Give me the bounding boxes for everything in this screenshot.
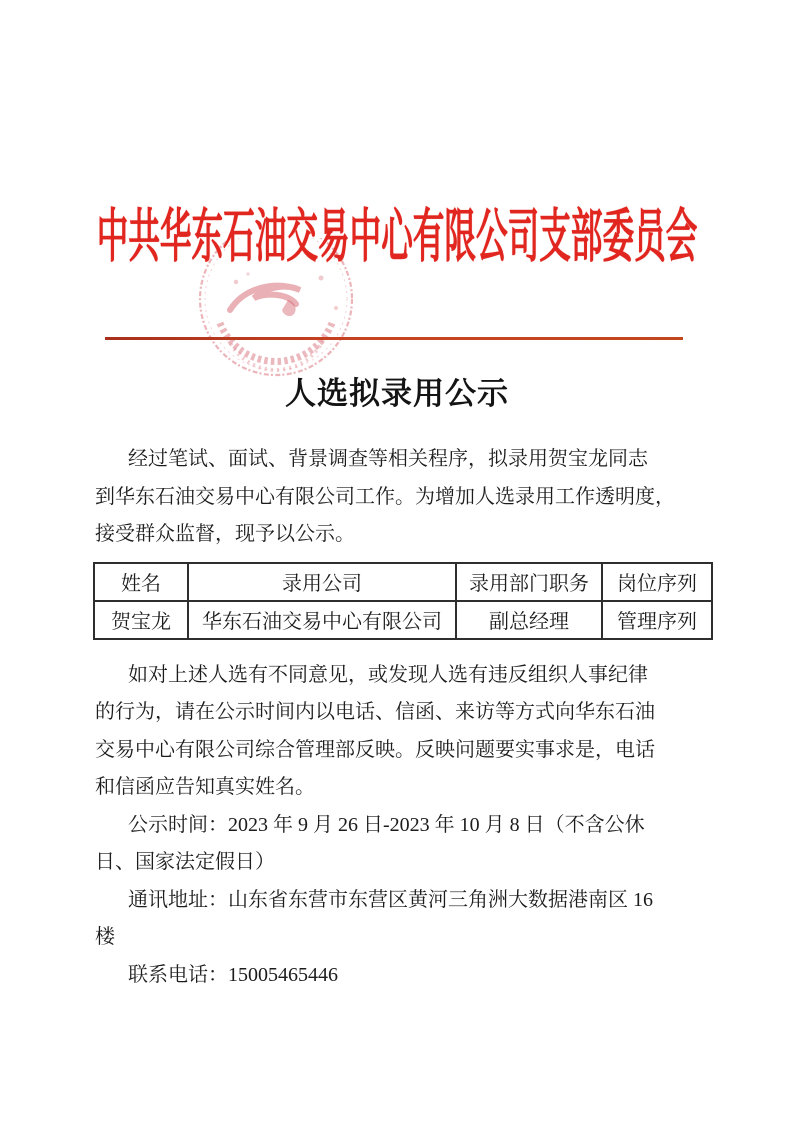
red-divider-rule [105, 337, 683, 340]
text-line-address: 通讯地址：山东省东营市东营区黄河三角洲大数据港南区 16 [128, 888, 653, 911]
seal-ring-text-marks-2 [228, 338, 324, 370]
table-header-row [94, 563, 712, 601]
table-header-cell-dept: 录用部门职务 [456, 563, 602, 601]
seal-speck [234, 280, 238, 284]
text-line-address: 楼 [95, 926, 115, 948]
table-cell-seq: 管理序列 [602, 601, 712, 639]
text-line: 经过笔试、面试、背景调查等相关程序，拟录用贺宝龙同志 [128, 448, 648, 470]
text-line-publicity-time: 公示时间：2023 年 9 月 26 日-2023 年 10 月 8 日（不含公休 [128, 813, 645, 836]
text-line: 和信函应告知真实姓名。 [95, 776, 315, 798]
text-line: 接受群众监督，现予以公示。 [95, 523, 355, 545]
org-header [0, 204, 794, 270]
seal-speck [319, 276, 324, 281]
text-line-publicity-time: 日、国家法定假日） [95, 851, 275, 873]
text-line: 到华东石油交易中心有限公司工作。为增加人选录用工作透明度， [95, 485, 675, 508]
seal-speck [246, 272, 249, 275]
table-row [94, 601, 712, 639]
text-line: 交易中心有限公司综合管理部反映。反映问题要实事求是，电话 [95, 738, 655, 761]
document-body [95, 441, 701, 994]
table-header-cell-seq: 岗位序列 [602, 563, 712, 601]
table-cell-company: 华东石油交易中心有限公司 [188, 601, 456, 639]
seal-ring-text-marks [220, 323, 332, 361]
org-header-title: 中共华东石油交易中心有限公司支部委员会 [96, 204, 698, 269]
doc-title: 人选拟录用公示 [285, 376, 509, 411]
table-header-cell-name: 姓名 [94, 563, 188, 601]
text-line-phone: 联系电话：15005465446 [128, 963, 338, 986]
seal-speck [334, 306, 338, 310]
table-header-cell-company: 录用公司 [188, 563, 456, 601]
table-cell-name: 贺宝龙 [94, 601, 188, 639]
table-cell-dept: 副总经理 [456, 601, 602, 639]
text-line: 的行为，请在公示时间内以电话、信函、来访等方式向华东石油 [95, 701, 655, 723]
text-line: 如对上述人选有不同意见，或发现人选有违反组织人事纪律 [128, 663, 648, 686]
recruitment-table [93, 562, 713, 640]
